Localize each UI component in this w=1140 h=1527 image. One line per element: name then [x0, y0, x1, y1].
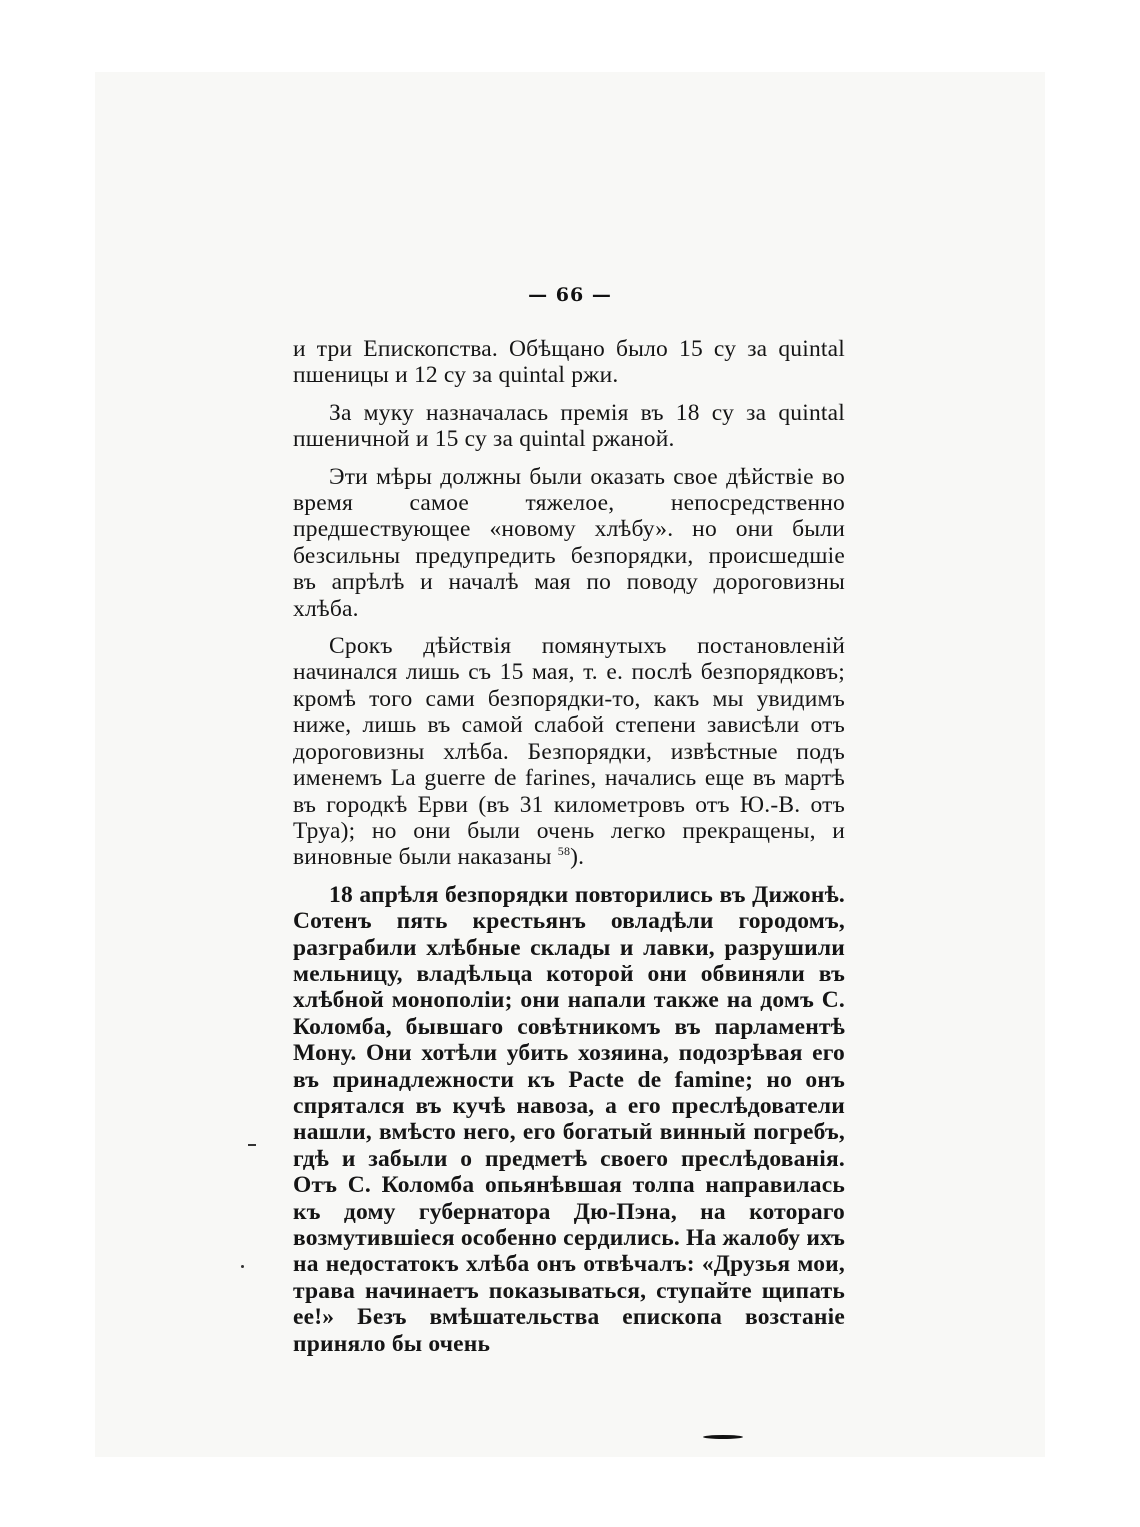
paragraph-4: [293, 633, 845, 871]
paragraph-4-text: Срокъ дѣйствія помянутыхъ постановленій начинался лишь съ 15 мая, т. е. послѣ безпорядковъ; кромѣ того сами безпорядки-то, какъ мы увидимъ ниже, лишь въ самой слабой степени зависѣли отъ дороговизны хлѣба. Безпорядки, извѣстные подъ именемъ La guerre de farines, начались еще въ мартѣ въ городкѣ Ерви (въ 31 километровъ отъ Ю.-В. отъ Труа); но они были очень легко прекращены, и виновные были наказаны: [293, 633, 845, 871]
margin-dot: [241, 1265, 244, 1268]
ink-smudge: [703, 1435, 743, 1439]
footnote-reference[interactable]: 58: [557, 844, 571, 859]
paragraph-3: Эти мѣры должны были оказать свое дѣйствіе во время самое тяжелое, непосредственно предшествующее «новому хлѣбу». но они были безсильны предупредить безпорядки, происшедшіе въ апрѣлѣ и началѣ мая по поводу дороговизны хлѣба.: [293, 463, 845, 622]
margin-mark: [248, 1144, 256, 1146]
paragraph-4-tail: ).: [570, 844, 585, 871]
paragraph-1: и три Епископства. Обѣщано было 15 су за quintal пшеницы и 12 су за quintal ржи.: [293, 336, 845, 389]
paragraph-5: 18 апрѣля безпорядки повторились въ Дижонѣ. Сотенъ пять крестьянъ овладѣли городомъ, разграбили хлѣбные склады и лавки, разрушили мельницу, владѣльца которой они обвиняли въ хлѣбной монополіи; они напали также на домъ С. Коломба, бывшаго совѣтникомъ въ парламентѣ Мону. Они хотѣли убить хозяина, подозрѣвая его въ принадлежности къ Pacte de famine; но онъ спрятался въ кучѣ навоза, а его преслѣдователи нашли, вмѣсто него, его богатый винный погребъ, гдѣ и забыли о предметѣ своего преслѣдованія. Отъ С. Коломба опьянѣвшая толпа направилась къ дому губернатора Дю-Пэна, на котораго возмутившіеся особенно сердились. На жалобу ихъ на недостатокъ хлѣба онъ отвѣчалъ: «Друзья мои, трава начинаетъ показываться, ступайте щипать ее!» Безъ вмѣшательства епископа возстаніе приняло бы очень: [293, 881, 846, 1357]
body-text: [293, 336, 845, 1368]
page-number: — 66 —: [528, 284, 612, 306]
paragraph-2: За муку назначалась премія въ 18 су за quintal пшеничной и 15 су за quintal ржаной.: [293, 399, 845, 453]
